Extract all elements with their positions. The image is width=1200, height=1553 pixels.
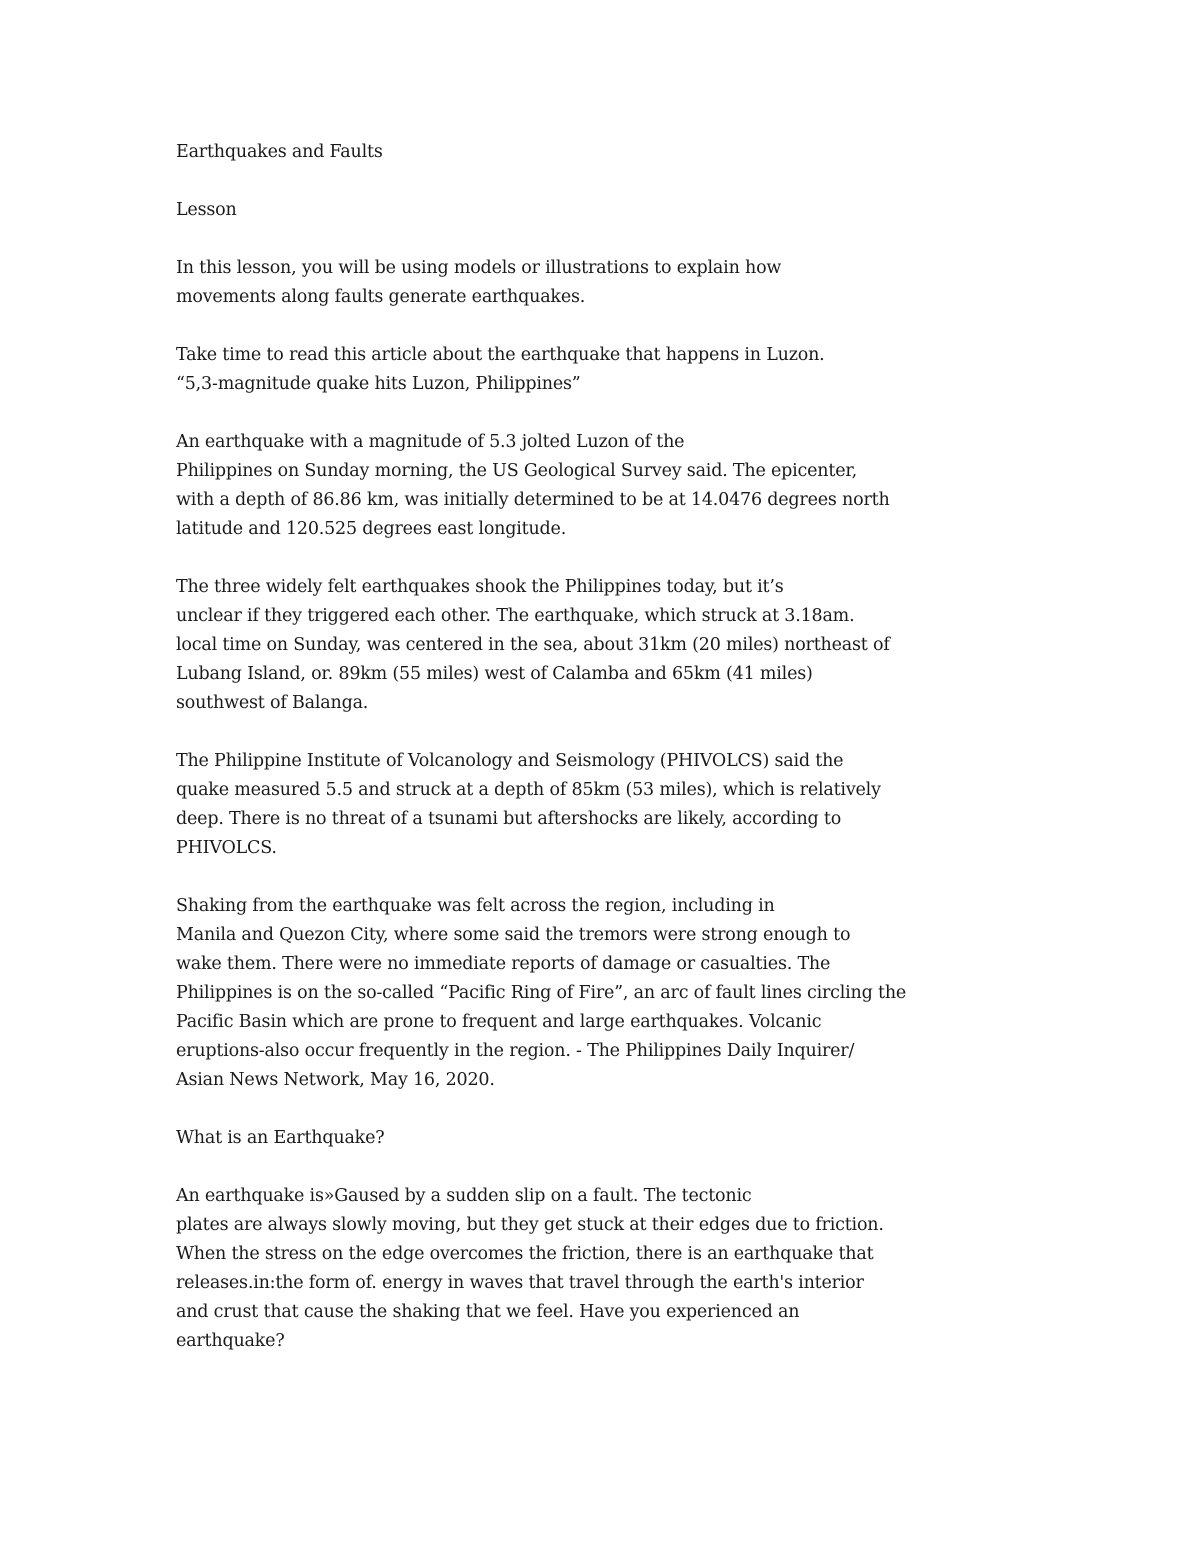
article-intro-paragraph [176,341,956,399]
text-line: In this lesson, you will be using models or illustrations to explain how [176,258,782,278]
text-line: An earthquake with a magnitude of 5.3 jolted Luzon of the [176,432,685,452]
text-line: PHIVOLCS. [176,838,277,858]
text-line: movements along faults generate earthquakes. [176,287,586,307]
text-line: Lubang Island, or. 89km (55 miles) west of Calamba and 65km (41 miles) [176,664,813,684]
text-line: An earthquake is»Gaused by a sudden slip on a fault. The tectonic [176,1186,752,1206]
text-line: plates are always slowly moving, but they get stuck at their edges due to friction. [176,1215,884,1235]
article-headline: “5,3-magnitude quake hits Luzon, Philippines” [176,374,581,394]
text-line: southwest of Balanga. [176,693,369,713]
text-line: with a depth of 86.86 km, was initially determined to be at 14.0476 degrees north [176,490,890,510]
text-line: earthquake? [176,1331,285,1351]
section-label [176,196,956,225]
text-line: When the stress on the edge overcomes the friction, there is an earthquake that [176,1244,874,1264]
title-text: Earthquakes and Faults [176,142,383,162]
section-label-text: Lesson [176,200,237,220]
article-paragraph-1 [176,428,956,544]
text-line: local time on Sunday, was centered in the sea, about 31km (20 miles) northeast of [176,635,890,655]
text-line: and crust that cause the shaking that we feel. Have you experienced an [176,1302,800,1322]
text-line: Pacific Basin which are prone to frequent and large earthquakes. Volcanic [176,1012,822,1032]
article-paragraph-2 [176,573,956,718]
text-line: latitude and 120.525 degrees east longitude. [176,519,567,539]
document-title [176,138,956,167]
text-line: Philippines is on the so-called “Pacific Ring of Fire”, an arc of fault lines circling the [176,983,907,1003]
article-paragraph-4 [176,892,956,1095]
text-line: Take time to read this article about the earthquake that happens in Luzon. [176,345,825,365]
text-line: Asian News Network, May 16, 2020. [176,1070,495,1090]
question-heading [176,1124,956,1153]
text-line: Manila and Quezon City, where some said the tremors were strong enough to [176,925,851,945]
question-text: What is an Earthquake? [176,1128,385,1148]
text-line: quake measured 5.5 and struck at a depth of 85km (53 miles), which is relatively [176,780,881,800]
text-line: deep. There is no threat of a tsunami but aftershocks are likely, according to [176,809,842,829]
text-line: unclear if they triggered each other. The earthquake, which struck at 3.18am. [176,606,855,626]
intro-paragraph [176,254,956,312]
text-line: Philippines on Sunday morning, the US Geological Survey said. The epicenter, [176,461,857,481]
text-line: releases.in:the form of. energy in waves that travel through the earth's interior [176,1273,864,1293]
text-line: Shaking from the earthquake was felt across the region, including in [176,896,775,916]
document-page [176,138,956,1385]
text-line: eruptions-also occur frequently in the region. - The Philippines Daily Inquirer/ [176,1041,855,1061]
text-line: The three widely felt earthquakes shook the Philippines today, but it’s [176,577,784,597]
article-paragraph-3 [176,747,956,863]
text-line: wake them. There were no immediate reports of damage or casualties. The [176,954,831,974]
text-line: The Philippine Institute of Volcanology and Seismology (PHIVOLCS) said the [176,751,844,771]
definition-paragraph [176,1182,956,1356]
